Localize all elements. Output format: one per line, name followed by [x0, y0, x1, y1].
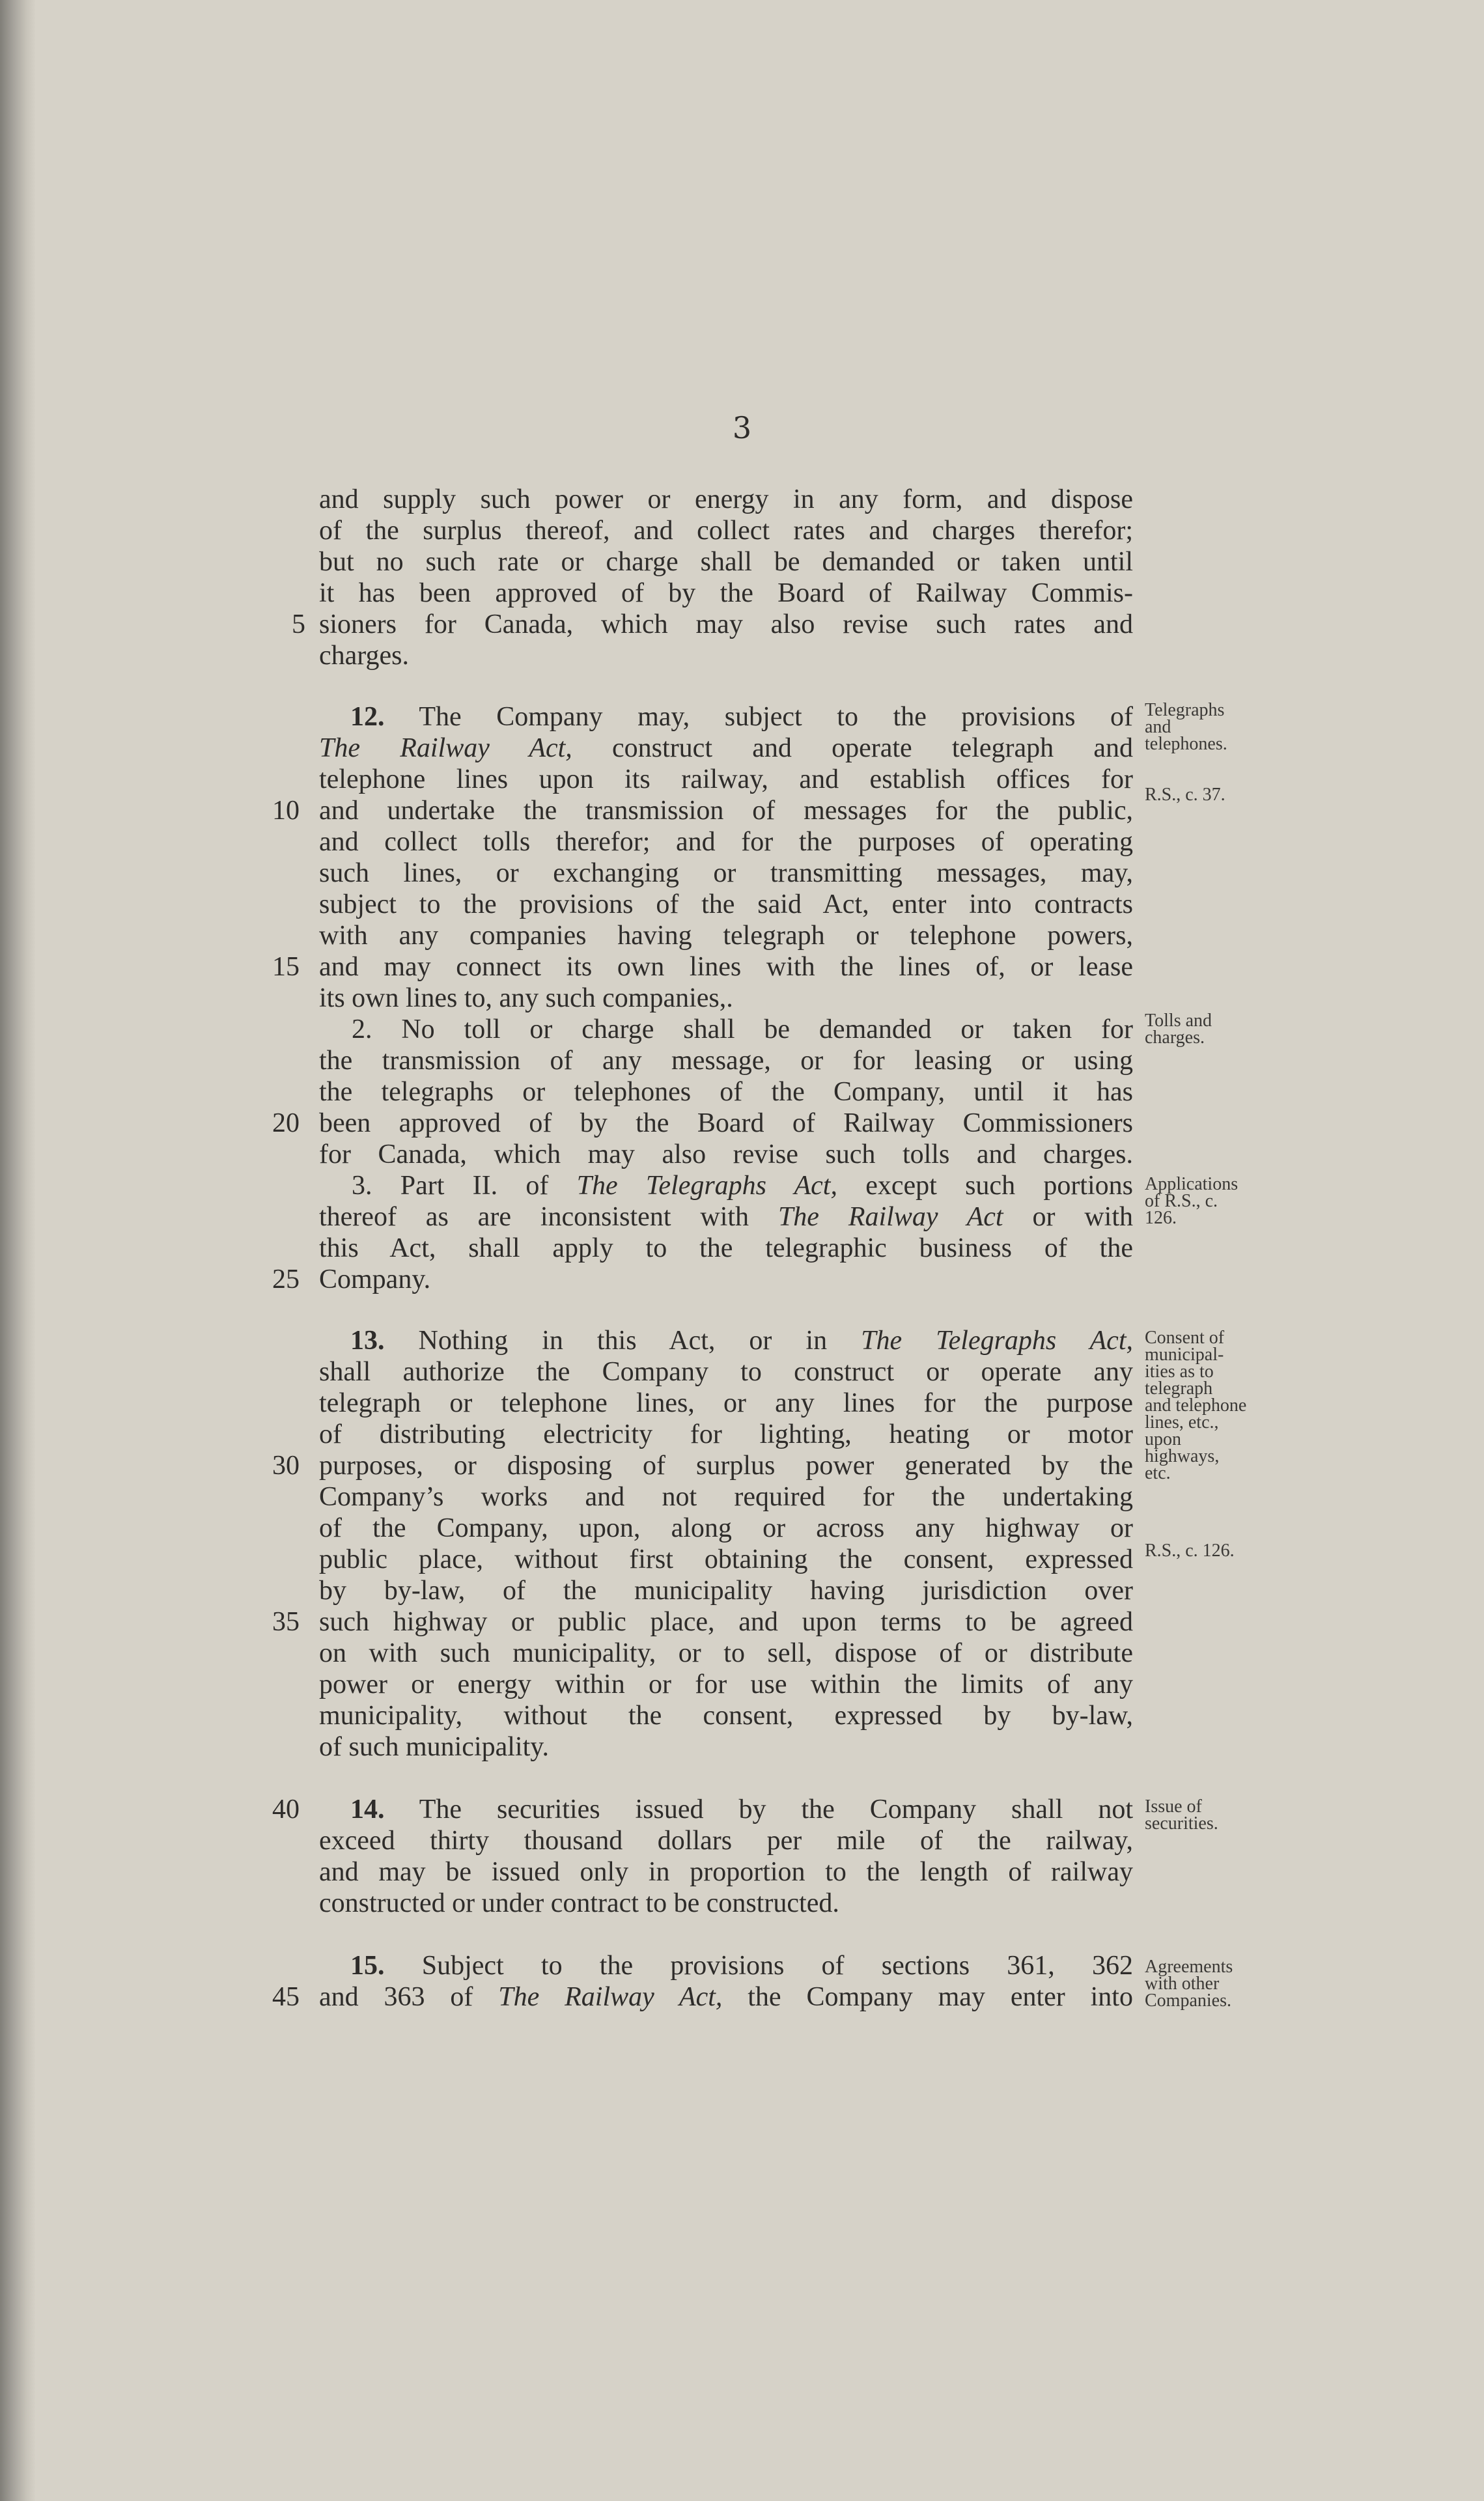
line-number: 20	[272, 1108, 300, 1138]
subsection-3-line: 3. Part II. of The Telegraphs Act, except such portions	[352, 1171, 1133, 1201]
section-number: 14.	[350, 1795, 385, 1824]
text-line: power or energy within or for use within the limits of any	[319, 1670, 1133, 1699]
text-line: exceed thirty thousand dollars per mile of the railway,	[319, 1826, 1133, 1856]
margin-note-issue: Issue of securities.	[1145, 1796, 1218, 1834]
text-line: sioners for Canada, which may also revise such rates and	[319, 609, 1133, 639]
text-line: of the surplus thereof, and collect rates and charges therefor;	[319, 516, 1133, 546]
text-line: its own lines to, any such companies,.	[319, 983, 733, 1013]
text-line: and supply such power or energy in any form, and dispose	[319, 484, 1133, 514]
text-line: by by-law, of the municipality having jurisdiction over	[319, 1576, 1133, 1606]
section-13-heading-line: 13. Nothing in this Act, or in The Telegraphs Act,	[350, 1326, 1133, 1356]
text-line: it has been approved of by the Board of Railway Commis-	[319, 578, 1133, 608]
text-line: of distributing electricity for lighting, heating or motor	[319, 1419, 1133, 1449]
text-line: thereof as are inconsistent with The Railway Act or with	[319, 1202, 1134, 1232]
text-line: of the Company, upon, along or across any highway or	[319, 1513, 1133, 1543]
text-line: purposes, or disposing of surplus power generated by the	[319, 1451, 1133, 1481]
section-14-heading-line: 14. The securities issued by the Company shall not	[350, 1795, 1133, 1824]
text-line: municipality, without the consent, expressed by by-law,	[319, 1701, 1133, 1731]
binding-shadow	[0, 0, 36, 2501]
text-line: public place, without first obtaining the consent, expressed	[319, 1544, 1133, 1574]
text-line: The Railway Act, construct and operate telegraph and	[319, 733, 1133, 763]
margin-note-rs126: R.S., c. 126.	[1145, 1541, 1235, 1561]
text-line: of such municipality.	[319, 1732, 550, 1762]
text-line: and 363 of The Railway Act, the Company may enter into	[319, 1982, 1133, 2012]
text-line: for Canada, which may also revise such tolls and charges.	[319, 1139, 1133, 1169]
section-12-heading-line: 12. The Company may, subject to the provisions of	[350, 702, 1133, 732]
line-number: 10	[272, 796, 300, 826]
margin-note-telegraphs: Telegraphs and telephones.	[1145, 700, 1227, 754]
text-line: and collect tolls therefor; and for the purposes of operating	[319, 827, 1133, 857]
line-number: 25	[272, 1264, 300, 1294]
text-line: and undertake the transmission of messages for the public,	[319, 796, 1133, 826]
line-number: 40	[272, 1795, 300, 1824]
section-15-heading-line: 15. Subject to the provisions of sections 361, 362	[350, 1951, 1133, 1981]
text-line: charges.	[319, 641, 409, 671]
text-line: with any companies having telegraph or telephone powers,	[319, 921, 1133, 951]
text-line: Company.	[319, 1264, 431, 1294]
text-line: such lines, or exchanging or transmitting messages, may,	[319, 858, 1133, 888]
margin-note-rs37: R.S., c. 37.	[1145, 785, 1225, 805]
line-number: 15	[272, 952, 300, 982]
line-number: 35	[272, 1607, 300, 1637]
text-line: constructed or under contract to be constructed.	[319, 1888, 839, 1918]
text-line: the transmission of any message, or for leasing or using	[319, 1046, 1133, 1076]
section-number: 13.	[350, 1326, 385, 1356]
text-line: and may be issued only in proportion to the length of railway	[319, 1857, 1133, 1887]
line-number: 30	[272, 1451, 300, 1481]
text-line: the telegraphs or telephones of the Company, until it has	[319, 1077, 1133, 1107]
text-line: telephone lines upon its railway, and establish offices for	[319, 764, 1133, 794]
text-line: but no such rate or charge shall be demanded or taken until	[319, 547, 1133, 577]
text-line: subject to the provisions of the said Act, enter into contracts	[319, 889, 1133, 919]
text-line: shall authorize the Company to construct or operate any	[319, 1357, 1133, 1387]
text-line: this Act, shall apply to the telegraphic business of the	[319, 1233, 1133, 1263]
margin-note-tolls: Tolls and charges.	[1145, 1011, 1212, 1048]
text-line: telegraph or telephone lines, or any lines for the purpose	[319, 1388, 1133, 1418]
line-number: 5	[292, 609, 305, 639]
text-line: on with such municipality, or to sell, dispose of or distribute	[319, 1638, 1133, 1668]
line-number: 45	[272, 1982, 300, 2012]
text-line: been approved of by the Board of Railway Commissioners	[319, 1108, 1133, 1138]
page-number: 3	[732, 410, 752, 445]
margin-note-agreements: Agreements with other Companies.	[1145, 1957, 1233, 2011]
subsection-2-line: 2. No toll or charge shall be demanded or taken for	[352, 1014, 1133, 1044]
text-line: such highway or public place, and upon terms to be agreed	[319, 1607, 1133, 1637]
text-line: Company’s works and not required for the undertaking	[319, 1482, 1133, 1512]
text-line: and may connect its own lines with the lines of, or lease	[319, 952, 1133, 982]
section-number: 12.	[350, 702, 385, 732]
margin-note-applications: Applications of R.S., c. 126.	[1145, 1174, 1239, 1228]
section-number: 15.	[350, 1951, 385, 1981]
margin-note-consent: Consent of municipal- ities as to telegraph and telephone lines, etc., upon highways, etc.	[1145, 1328, 1247, 1483]
